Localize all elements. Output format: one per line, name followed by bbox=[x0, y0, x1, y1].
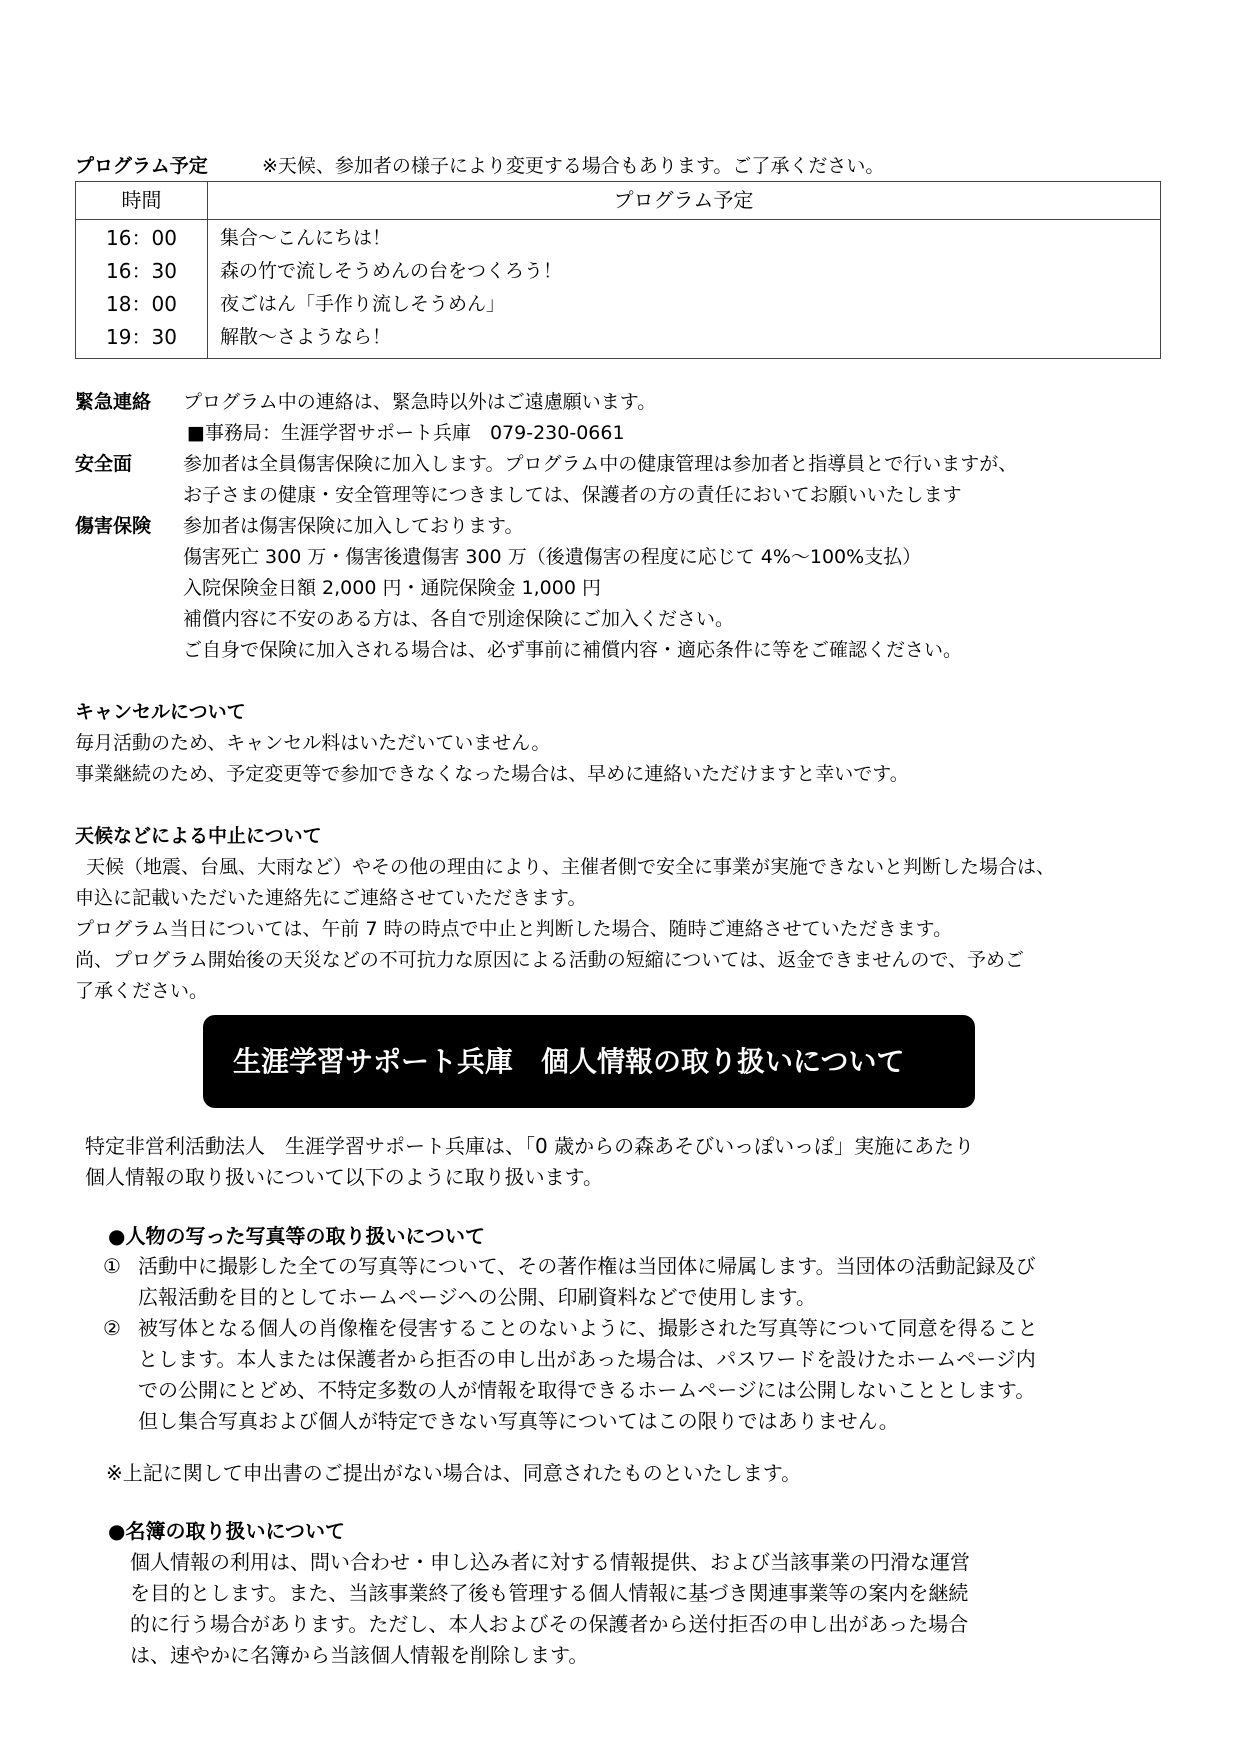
roster-text: 的に行う場合があります。ただし、本人およびその保護者から送付拒否の申し出があった場合 bbox=[130, 1612, 969, 1636]
cancel-text: 毎月活動のため、キャンセル料はいただいていません。 bbox=[75, 732, 551, 754]
weather-text: 了承ください。 bbox=[75, 980, 209, 1002]
privacy-banner bbox=[203, 1015, 975, 1108]
table-row bbox=[76, 288, 1160, 321]
table-row bbox=[76, 222, 1160, 255]
emergency-text: プログラム中の連絡は、緊急時以外はご遠慮願います。 bbox=[183, 391, 657, 413]
insurance-text: 入院保険金日額 2,000 円・通院保険金 1,000 円 bbox=[183, 577, 601, 599]
activity-cell: 森の竹で流しそうめんの台をつくろう！ bbox=[220, 260, 563, 282]
insurance-text: 参加者は傷害保険に加入しております。 bbox=[183, 515, 524, 537]
schedule-table bbox=[75, 181, 1161, 359]
roster-text: を目的とします。また、当該事業終了後も管理する個人情報に基づき関連事業等の案内を継続 bbox=[130, 1581, 969, 1605]
emergency-label: 緊急連絡 bbox=[75, 391, 152, 413]
table-row bbox=[76, 321, 1160, 354]
time-cell: 19：30 bbox=[106, 325, 177, 349]
safety-label: 安全面 bbox=[75, 453, 133, 475]
activity-cell: 解散～さようなら！ bbox=[220, 326, 392, 348]
photos-item-text: 活動中に撮影した全ての写真等について、その著作権は当団体に帰属します。当団体の活動記録及び bbox=[138, 1254, 1036, 1278]
weather-text: 天候（地震、台風、大雨など）やその他の理由により、主催者側で安全に事業が実施できないと判断した場合は、 bbox=[86, 856, 1056, 878]
program-heading: プログラム予定 bbox=[75, 155, 208, 177]
time-cell: 16：00 bbox=[106, 226, 177, 250]
privacy-banner-title: 生涯学習サポート兵庫 個人情報の取り扱いについて bbox=[233, 1045, 905, 1078]
roster-heading: ●名簿の取り扱いについて bbox=[108, 1519, 346, 1543]
insurance-text: 補償内容に不安のある方は、各自で別途保険にご加入ください。 bbox=[183, 608, 735, 630]
insurance-label: 傷害保険 bbox=[75, 515, 152, 537]
column-header-time: 時間 bbox=[121, 188, 162, 212]
time-cell: 18：00 bbox=[106, 292, 177, 316]
weather-text: プログラム当日については、午前 7 時の時点で中止と判断した場合、随時ご連絡させていただきます。 bbox=[75, 918, 953, 940]
schedule-table-header bbox=[76, 182, 1160, 220]
safety-text: 参加者は全員傷害保険に加入します。プログラム中の健康管理は参加者と指導員とで行いますが、 bbox=[183, 453, 1018, 475]
time-cell: 16：30 bbox=[106, 259, 177, 283]
photos-item-text: での公開にとどめ、不特定多数の人が情報を取得できるホームページには公開しないこととします。 bbox=[138, 1378, 1036, 1402]
item-number: ② bbox=[103, 1316, 121, 1340]
cancel-text: 事業継続のため、予定変更等で参加できなくなった場合は、早めに連絡いただけますと幸いです。 bbox=[75, 763, 909, 785]
weather-text: 尚、プログラム開始後の天災などの不可抗力な原因による活動の短縮については、返金できませんので、予めご bbox=[75, 949, 1025, 971]
consent-note: ※上記に関して申出書のご提出がない場合は、同意されたものといたします。 bbox=[106, 1461, 802, 1485]
weather-text: 申込に記載いただいた連絡先にご連絡させていただきます。 bbox=[75, 887, 587, 909]
roster-text: は、速やかに名簿から当該個人情報を削除します。 bbox=[130, 1643, 589, 1667]
roster-text: 個人情報の利用は、問い合わせ・申し込み者に対する情報提供、および当該事業の円滑な運営 bbox=[130, 1550, 970, 1574]
photos-item-text: 広報活動を目的としてホームページへの公開、印刷資料などで使用します。 bbox=[138, 1285, 816, 1309]
program-note: ※天候、参加者の様子により変更する場合もあります。ご了承ください。 bbox=[262, 155, 885, 177]
cancel-heading: キャンセルについて bbox=[75, 701, 246, 723]
safety-text: お子さまの健康・安全管理等につきましては、保護者の方の責任においてお願いいたします bbox=[183, 484, 962, 506]
photos-heading: ●人物の写った写真等の取り扱いについて bbox=[108, 1224, 486, 1248]
weather-heading: 天候などによる中止について bbox=[75, 825, 322, 847]
activity-cell: 夜ごはん「手作り流しそうめん」 bbox=[220, 293, 506, 315]
photos-item-text: 但し集合写真および個人が特定できない写真等についてはこの限りではありません。 bbox=[138, 1409, 899, 1433]
photos-item-text: とします。本人または保護者から拒否の申し出があった場合は、パスワードを設けたホームページ内 bbox=[138, 1347, 1036, 1371]
insurance-text: 傷害死亡 300 万・傷害後遺傷害 300 万（後遺傷害の程度に応じて 4%～100%支払） bbox=[183, 546, 922, 568]
activity-cell: 集合～こんにちは！ bbox=[220, 227, 392, 249]
photos-item-text: 被写体となる個人の肖像権を侵害することのないように、撮影された写真等について同意を得ること bbox=[138, 1316, 1038, 1340]
column-header-program: プログラム予定 bbox=[613, 188, 754, 212]
table-row bbox=[76, 255, 1160, 288]
office-contact: ■事務局：生涯学習サポート兵庫 079-230-0661 bbox=[187, 422, 625, 444]
privacy-intro: 特定非営利活動法人 生涯学習サポート兵庫は、「0 歳からの森あそびいっぽいっぽ」実施にあたり bbox=[85, 1134, 975, 1158]
insurance-text: ご自身で保険に加入される場合は、必ず事前に補償内容・適応条件に等をご確認ください。 bbox=[183, 639, 963, 661]
privacy-intro: 個人情報の取り扱いについて以下のように取り扱います。 bbox=[85, 1165, 603, 1189]
item-number: ① bbox=[103, 1254, 121, 1278]
